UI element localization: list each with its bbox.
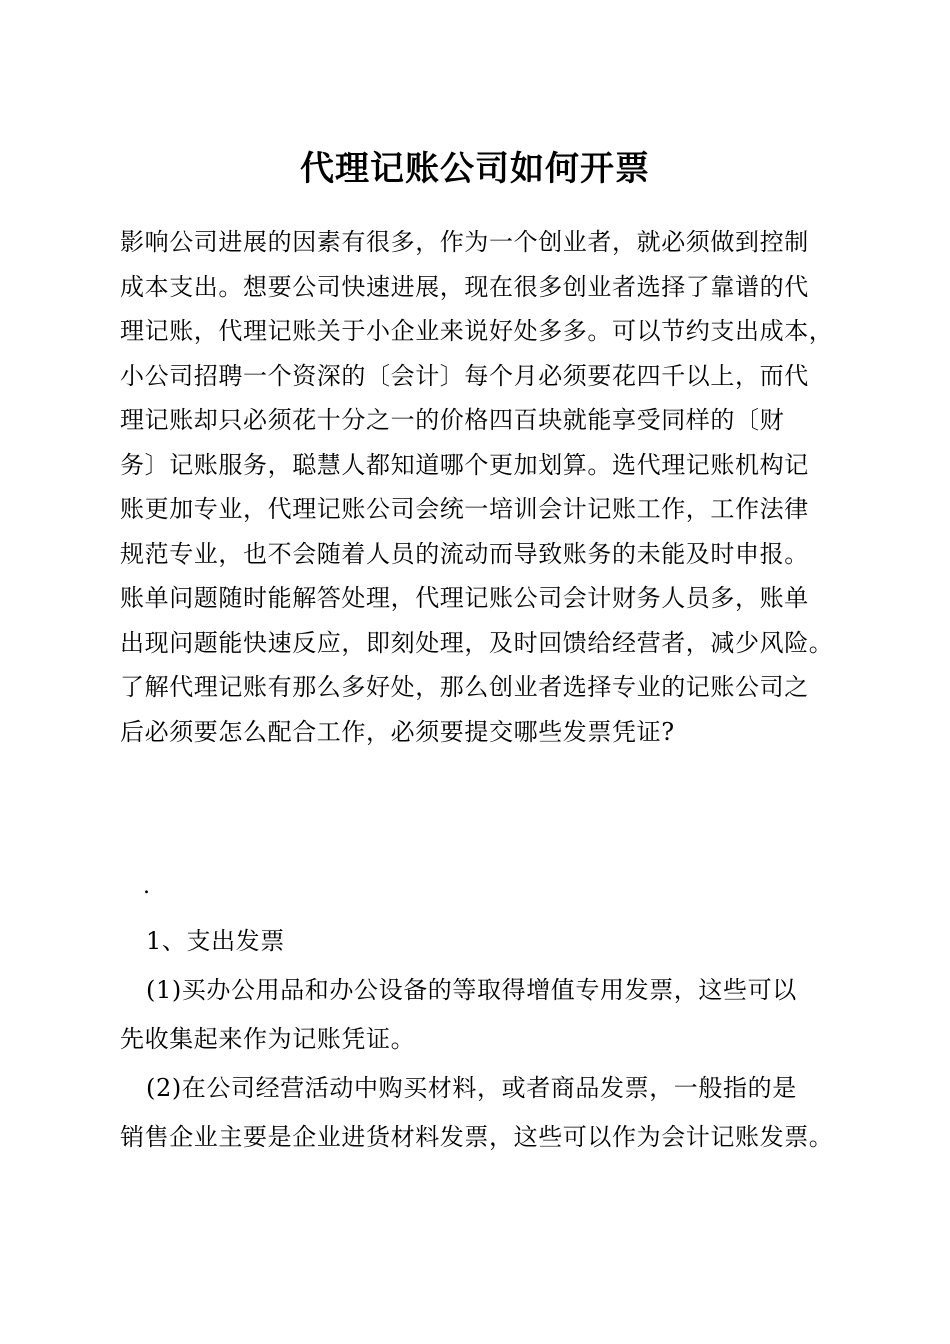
- body-line-10: 出现问题能快速反应，即刻处理，及时回馈给经营者，减少风险。: [120, 628, 834, 657]
- body-line-5: 理记账却只必须花十分之一的价格四百块就能享受同样的〔财: [120, 406, 785, 434]
- body-line-7: 账更加专业，代理记账公司会统一培训会计记账工作，工作法律: [120, 495, 809, 523]
- list-item-2-line-2: 销售企业主要是企业进货材料发票，这些可以作为会计记账发票。: [120, 1123, 834, 1151]
- body-line-6: 务〕记账服务，聪慧人都知道哪个更加划算。选代理记账机构记: [120, 450, 809, 479]
- list-item-1-line-1: (1)买办公用品和办公设备的等取得增值专用发票，这些可以: [146, 976, 797, 1004]
- body-line-4: 小公司招聘一个资深的〔会计〕每个月必须要花四千以上，而代: [120, 361, 809, 390]
- separator-dot: .: [143, 874, 150, 899]
- list-item-1-line-2: 先收集起来作为记账凭证。: [120, 1025, 416, 1053]
- body-line-3: 理记账，代理记账关于小企业来说好处多多。可以节约支出成本，: [120, 317, 834, 345]
- body-line-1: 影响公司进展的因素有很多，作为一个创业者，就必须做到控制: [120, 228, 809, 256]
- body-paragraph: [120, 220, 860, 754]
- body-line-9: 账单问题随时能解答处理，代理记账公司会计财务人员多，账单: [120, 584, 809, 612]
- body-line-11: 了解代理记账有那么多好处，那么创业者选择专业的记账公司之: [120, 673, 809, 701]
- list-item-2-line-1: (2)在公司经营活动中购买材料，或者商品发票，一般指的是: [146, 1074, 797, 1102]
- expense-invoice-section: [120, 917, 860, 1162]
- body-line-12: 后必须要怎么配合工作，必须要提交哪些发票凭证?: [120, 717, 675, 746]
- body-line-2: 成本支出。想要公司快速进展，现在很多创业者选择了靠谱的代: [120, 272, 809, 301]
- document-title: 代理记账公司如何开票: [300, 149, 650, 189]
- body-line-8: 规范专业，也不会随着人员的流动而导致账务的未能及时申报。: [120, 539, 809, 568]
- section-heading: 1、支出发票: [146, 927, 285, 955]
